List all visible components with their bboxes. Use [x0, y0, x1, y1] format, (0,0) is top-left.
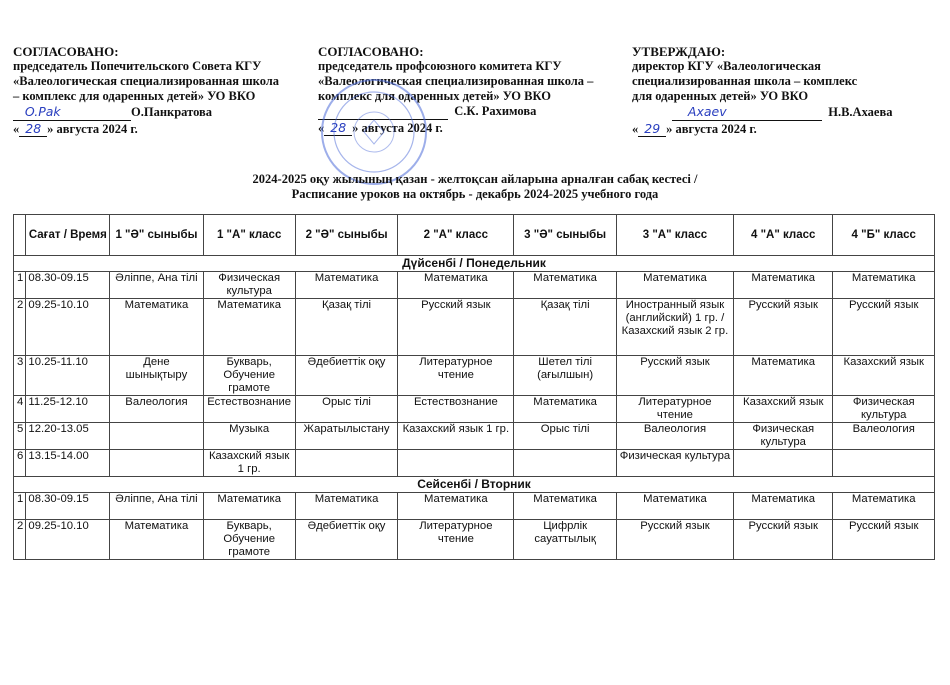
- lesson-cell: Русский язык: [733, 299, 832, 356]
- lesson-cell: [514, 450, 617, 477]
- column-header: 4 "А" класс: [733, 215, 832, 256]
- approval-signature-line: [632, 104, 912, 121]
- lesson-cell: Физическая культура: [733, 423, 832, 450]
- lesson-cell: Казахский язык 1 гр.: [203, 450, 295, 477]
- lesson-cell: Казахский язык: [833, 356, 935, 396]
- timetable: [13, 214, 935, 560]
- lesson-cell: Математика: [398, 493, 514, 520]
- signatory-name: Н.В.Ахаева: [828, 105, 893, 119]
- lesson-cell: Әдебиеттік оқу: [295, 356, 398, 396]
- lesson-cell: Жаратылыстану: [295, 423, 398, 450]
- lesson-row: [14, 299, 935, 356]
- lesson-cell: Математика: [616, 493, 733, 520]
- lesson-cell: Валеология: [833, 423, 935, 450]
- signature-scribble: O.Pak: [13, 104, 131, 121]
- lesson-cell: Букварь, Обучение грамоте: [203, 520, 295, 560]
- lesson-cell: Математика: [514, 493, 617, 520]
- approval-director: [632, 44, 912, 137]
- lesson-number: 2: [14, 520, 26, 560]
- lesson-time: 12.20-13.05: [26, 423, 110, 450]
- column-header: 1 "Ә" сыныбы: [110, 215, 203, 256]
- lesson-cell: Дене шынықтыру: [110, 356, 203, 396]
- lesson-cell: [110, 423, 203, 450]
- lesson-cell: Математика: [833, 493, 935, 520]
- approval-date: « 29 » августа 2024 г.: [632, 121, 757, 136]
- lesson-cell: Литературное чтение: [398, 356, 514, 396]
- approval-line: специализированная школа – комплекс: [632, 74, 858, 88]
- approval-line: «Валеологическая специализированная школа: [13, 74, 280, 88]
- approval-heading: СОГЛАСОВАНО:: [318, 44, 424, 59]
- lesson-cell: Орыс тілі: [295, 396, 398, 423]
- lesson-cell: Физическая культура: [203, 272, 295, 299]
- lesson-row: [14, 423, 935, 450]
- lesson-cell: Валеология: [616, 423, 733, 450]
- lesson-time: 09.25-10.10: [26, 299, 110, 356]
- signature-scribble: Axaev: [672, 104, 822, 121]
- lesson-cell: Математика: [616, 272, 733, 299]
- signature-scribble: [318, 104, 448, 120]
- lesson-cell: Математика: [514, 396, 617, 423]
- lesson-cell: Русский язык: [833, 299, 935, 356]
- approval-line: председатель Попечительского Совета КГУ: [13, 59, 262, 73]
- lesson-row: [14, 356, 935, 396]
- header-row: [14, 215, 935, 256]
- lesson-cell: [398, 450, 514, 477]
- approval-line: директор КГУ «Валеологическая: [632, 59, 821, 73]
- approval-date: « 28 » августа 2024 г.: [13, 121, 138, 136]
- approval-line: – комплекс для одаренных детей» УО ВКО: [13, 89, 256, 103]
- lesson-cell: [833, 450, 935, 477]
- lesson-time: 13.15-14.00: [26, 450, 110, 477]
- approval-line: председатель профсоюзного комитета КГУ: [318, 59, 562, 73]
- signatory-name: О.Панкратова: [131, 105, 213, 119]
- lesson-cell: Математика: [295, 493, 398, 520]
- title-kazakh: 2024-2025 оқу жылының қазан - желтоқсан айларына арналған сабақ кестесі /: [252, 172, 698, 186]
- document-title: [0, 172, 950, 202]
- lesson-cell: Музыка: [203, 423, 295, 450]
- lesson-cell: Шетел тілі (ағылшын): [514, 356, 617, 396]
- title-russian: Расписание уроков на октябрь - декабрь 2024-2025 учебного года: [291, 187, 659, 201]
- lesson-cell: Русский язык: [616, 520, 733, 560]
- lesson-cell: Әдебиеттік оқу: [295, 520, 398, 560]
- lesson-cell: Русский язык: [398, 299, 514, 356]
- lesson-cell: Цифрлік сауаттылық: [514, 520, 617, 560]
- lesson-cell: Математика: [733, 493, 832, 520]
- lesson-cell: Русский язык: [616, 356, 733, 396]
- lesson-cell: Математика: [833, 272, 935, 299]
- lesson-row: [14, 396, 935, 423]
- lesson-number: 3: [14, 356, 26, 396]
- lesson-time: 08.30-09.15: [26, 272, 110, 299]
- lesson-row: [14, 272, 935, 299]
- column-header: 3 "А" класс: [616, 215, 733, 256]
- lesson-time: 09.25-10.10: [26, 520, 110, 560]
- column-header: 2 "А" класс: [398, 215, 514, 256]
- lesson-cell: Казахский язык 1 гр.: [398, 423, 514, 450]
- lesson-cell: [295, 450, 398, 477]
- column-header: 2 "Ә" сыныбы: [295, 215, 398, 256]
- day-row: [14, 256, 935, 272]
- column-header: 4 "Б" класс: [833, 215, 935, 256]
- lesson-row: [14, 450, 935, 477]
- lesson-number: 5: [14, 423, 26, 450]
- day-name: Дүйсенбі / Понедельник: [14, 256, 935, 272]
- lesson-cell: Әліппе, Ана тілі: [110, 272, 203, 299]
- lesson-row: [14, 520, 935, 560]
- timetable-body: [14, 215, 935, 560]
- lesson-number: 4: [14, 396, 26, 423]
- column-header: 1 "А" класс: [203, 215, 295, 256]
- lesson-cell: Орыс тілі: [514, 423, 617, 450]
- lesson-time: 11.25-12.10: [26, 396, 110, 423]
- lesson-time: 08.30-09.15: [26, 493, 110, 520]
- lesson-row: [14, 493, 935, 520]
- lesson-cell: Математика: [110, 520, 203, 560]
- lesson-cell: Математика: [733, 272, 832, 299]
- approval-signature-line: [318, 104, 620, 120]
- lesson-cell: Қазақ тілі: [514, 299, 617, 356]
- lesson-cell: [110, 450, 203, 477]
- approval-union: [318, 44, 620, 136]
- approval-signature-line: [13, 104, 295, 121]
- lesson-number: 1: [14, 493, 26, 520]
- lesson-cell: Математика: [203, 299, 295, 356]
- lesson-number: 2: [14, 299, 26, 356]
- lesson-cell: Математика: [398, 272, 514, 299]
- lesson-cell: Русский язык: [833, 520, 935, 560]
- approval-line: «Валеологическая специализированная школа –: [318, 74, 594, 88]
- lesson-cell: Литературное чтение: [398, 520, 514, 560]
- approval-line: для одаренных детей» УО ВКО: [632, 89, 809, 103]
- approval-council: [13, 44, 295, 137]
- lesson-cell: Литературное чтение: [616, 396, 733, 423]
- lesson-cell: Казахский язык: [733, 396, 832, 423]
- approval-date: « 28 » августа 2024 г.: [318, 120, 443, 135]
- day-name: Сейсенбі / Вторник: [14, 477, 935, 493]
- signatory-name: С.К. Рахимова: [454, 104, 537, 118]
- lesson-cell: Қазақ тілі: [295, 299, 398, 356]
- lesson-cell: Русский язык: [733, 520, 832, 560]
- approval-heading: СОГЛАСОВАНО:: [13, 44, 119, 59]
- lesson-cell: Валеология: [110, 396, 203, 423]
- date-day: 28: [19, 121, 47, 137]
- lesson-cell: Әліппе, Ана тілі: [110, 493, 203, 520]
- lesson-cell: Математика: [295, 272, 398, 299]
- lesson-cell: Математика: [110, 299, 203, 356]
- lesson-cell: Букварь, Обучение грамоте: [203, 356, 295, 396]
- lesson-cell: Математика: [203, 493, 295, 520]
- lesson-cell: Естествознание: [203, 396, 295, 423]
- column-header: [14, 215, 26, 256]
- date-day: 29: [638, 121, 666, 137]
- lesson-number: 6: [14, 450, 26, 477]
- lesson-number: 1: [14, 272, 26, 299]
- lesson-cell: Математика: [733, 356, 832, 396]
- lesson-cell: Физическая культура: [616, 450, 733, 477]
- lesson-cell: Естествознание: [398, 396, 514, 423]
- approval-heading: УТВЕРЖДАЮ:: [632, 44, 726, 59]
- lesson-cell: [733, 450, 832, 477]
- approval-line: комплекс для одаренных детей» УО ВКО: [318, 89, 551, 103]
- column-header: Сағат / Время: [26, 215, 110, 256]
- lesson-cell: Математика: [514, 272, 617, 299]
- lesson-time: 10.25-11.10: [26, 356, 110, 396]
- lesson-cell: Физическая культура: [833, 396, 935, 423]
- column-header: 3 "Ә" сыныбы: [514, 215, 617, 256]
- approval-block: [0, 44, 950, 154]
- date-day: 28: [324, 120, 352, 136]
- day-row: [14, 477, 935, 493]
- lesson-cell: Иностранный язык (английский) 1 гр. / Казахский язык 2 гр.: [616, 299, 733, 356]
